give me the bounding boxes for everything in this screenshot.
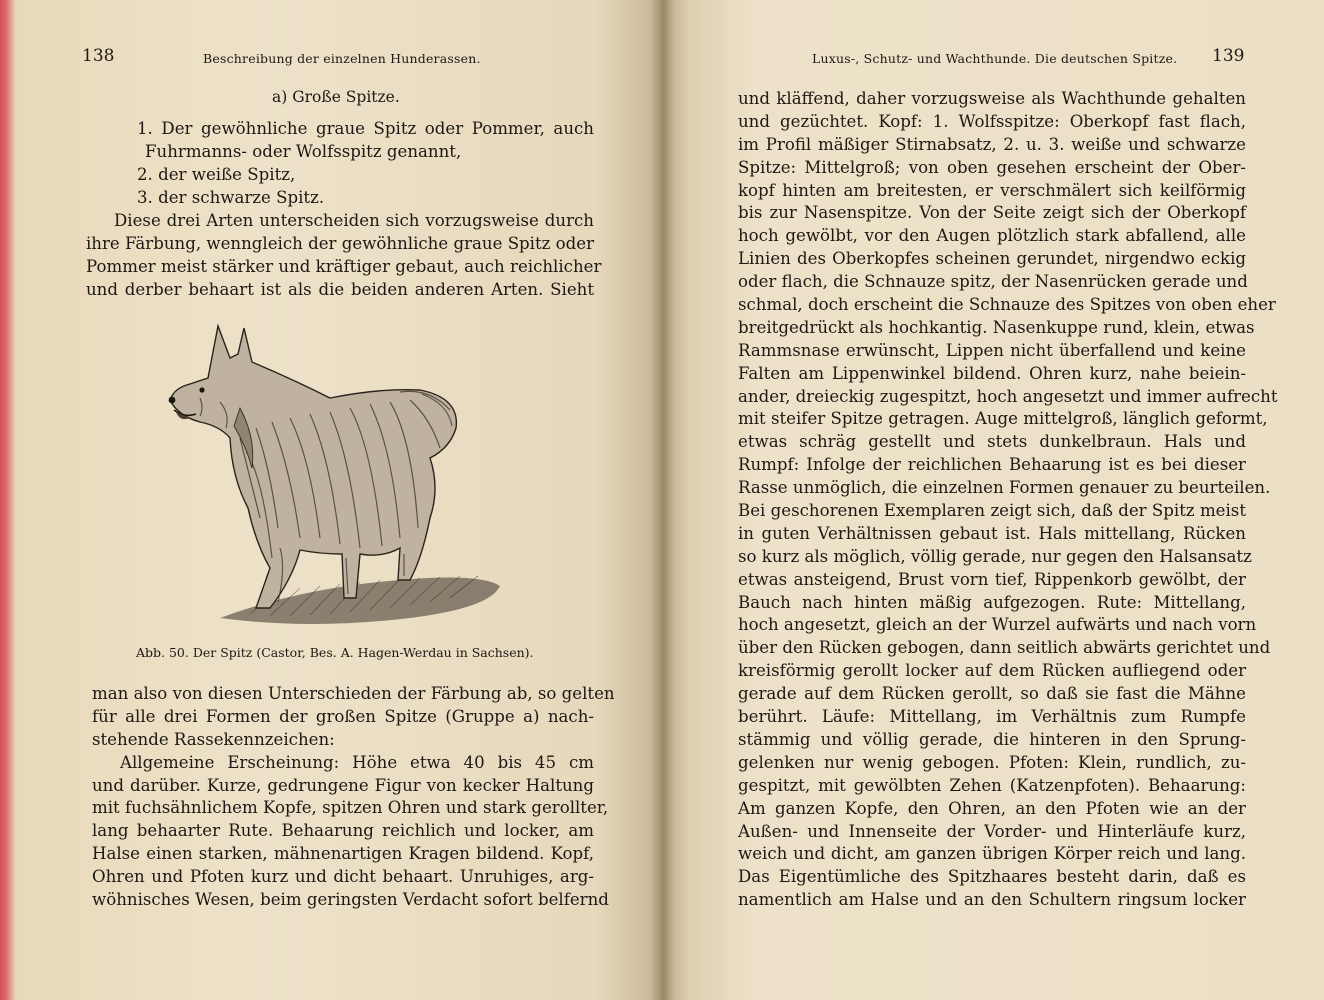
subheading: a) Große Spitze. — [272, 88, 400, 106]
text-line: für alle drei Formen der großen Spitze (Gruppe a) nach- — [92, 706, 594, 726]
running-head: Beschreibung der einzelnen Hunderassen. — [203, 51, 481, 66]
list-item: 3. der schwarze Spitz. — [137, 187, 325, 207]
text-line: oder flach, die Schnauze spitz, der Nasenrücken gerade und — [738, 272, 1248, 292]
text-line: Linien des Oberkopfes scheinen gerundet, nirgendwo eckig — [738, 249, 1246, 269]
text-line: Außen- und Innenseite der Vorder- und Hinterläufe kurz, — [738, 821, 1246, 841]
text-line: Rumpf: Infolge der reichlichen Behaarung ist es bei dieser — [738, 455, 1246, 475]
text-line: Rammsnase erwünscht, Lippen nicht überfallend und keine — [738, 340, 1246, 360]
text-line: breitgedrückt als hochkantig. Nasenkuppe rund, klein, etwas — [738, 317, 1255, 337]
text-line: im Profil mäßiger Stirnabsatz, 2. u. 3. weiße und schwarze — [738, 134, 1246, 154]
text-line: Diese drei Arten unterscheiden sich vorzugsweise durch — [114, 211, 594, 230]
text-line: Am ganzen Kopfe, den Ohren, an den Pfoten wie an der — [738, 798, 1246, 818]
text-line: Ohren und Pfoten kurz und dicht behaart. Unruhiges, arg- — [92, 867, 594, 887]
running-head: Luxus-, Schutz- und Wachthunde. Die deutschen Spitze. — [812, 51, 1178, 66]
text-line: man also von diesen Unterschieden der Färbung ab, so gelten — [92, 684, 615, 703]
text-line: und kläffend, daher vorzugsweise als Wachthunde gehalten — [738, 89, 1246, 108]
text-line: und gezüchtet. Kopf: 1. Wolfsspitze: Oberkopf fast flach, — [738, 111, 1246, 131]
text-line: ihre Färbung, wenngleich der gewöhnliche graue Spitz oder — [86, 233, 595, 253]
list-item: Fuhrmanns- oder Wolfsspitz genannt, — [145, 141, 462, 161]
text-line: Pommer meist stärker und kräftiger gebaut, auch reichlicher — [86, 256, 602, 276]
text-line: bis zur Nasenspitze. Von der Seite zeigt sich der Oberkopf — [738, 203, 1246, 223]
text-line: stehende Rassekennzeichen: — [92, 729, 335, 749]
text-line: lang behaarter Rute. Behaarung reichlich und locker, am — [92, 821, 594, 841]
list-item: 1. Der gewöhnliche graue Spitz oder Pommer, auch — [137, 119, 594, 138]
text-line: kopf hinten am breitesten, er verschmälert sich keilförmig — [738, 180, 1246, 200]
text-line: namentlich am Halse und an den Schultern ringsum locker — [738, 890, 1246, 910]
text-line: ander, dreieckig zugespitzt, hoch angesetzt und immer aufrecht — [738, 386, 1278, 406]
text-line: Bauch nach hinten mäßig aufgezogen. Rute: Mittellang, — [738, 592, 1246, 612]
page-number: 138 — [82, 46, 115, 66]
body-text — [738, 88, 1278, 912]
text-line: und derber behaart ist als die beiden anderen Arten. Sieht — [86, 279, 594, 299]
breed-list — [137, 118, 594, 210]
paragraph-1 — [86, 210, 602, 302]
text-line: hoch gewölbt, vor den Augen plötzlich stark abfallend, alle — [738, 226, 1246, 246]
text-line: gelenken nur wenig gebogen. Pfoten: Klein, rundlich, zu- — [738, 752, 1246, 772]
text-line: mit steifer Spitze getragen. Auge mittelgroß, länglich geformt, — [738, 409, 1268, 429]
text-line: gerade auf dem Rücken gerollt, so daß sie fast die Mähne — [738, 684, 1246, 704]
page-number: 139 — [1212, 46, 1245, 66]
text-line: hoch angesetzt, gleich an der Wurzel aufwärts und nach vorn — [738, 615, 1257, 635]
book-gutter — [650, 0, 674, 1000]
text-line: weich und dicht, am ganzen übrigen Körper reich und lang. — [738, 844, 1246, 864]
text-line: Rasse unmöglich, die einzelnen Formen genauer zu beurteilen. — [738, 478, 1271, 498]
text-line: so kurz als möglich, völlig gerade, nur gegen den Halsansatz — [738, 546, 1252, 566]
figure-caption: Abb. 50. Der Spitz (Castor, Bes. A. Hagen-Werdau in Sachsen). — [136, 645, 534, 660]
text-line: schmal, doch erscheint die Schnauze des Spitzes von oben eher — [738, 295, 1276, 315]
text-line: wöhnisches Wesen, beim geringsten Verdacht sofort belfernd — [92, 890, 609, 910]
text-line: etwas schräg gestellt und stets dunkelbraun. Hals und — [738, 432, 1246, 452]
text-line: Halse einen starken, mähnenartigen Kragen bildend. Kopf, — [92, 844, 594, 864]
text-line: Falten am Lippenwinkel bildend. Ohren kurz, nahe beiein- — [738, 363, 1246, 383]
text-line: Allgemeine Erscheinung: Höhe etwa 40 bis 45 cm — [120, 752, 594, 772]
text-line: Das Eigentümliche des Spitzhaares besteht darin, daß es — [738, 867, 1246, 887]
spitz-dog-engraving — [160, 318, 520, 638]
text-line: mit fuchsähnlichem Kopfe, spitzen Ohren und stark gerollter, — [92, 798, 609, 818]
text-line: gespitzt, mit gewölbten Zehen (Katzenpfoten). Behaarung: — [738, 775, 1246, 795]
text-line: etwas ansteigend, Brust vorn tief, Rippenkorb gewölbt, der — [738, 569, 1246, 589]
text-line: Spitze: Mittelgroß; von oben gesehen erscheint der Ober- — [738, 157, 1246, 177]
paragraph-2 — [92, 683, 615, 912]
text-line: in guten Verhältnissen gebaut ist. Hals mittellang, Rücken — [738, 523, 1246, 543]
text-line: stämmig und völlig gerade, die hinteren in den Sprung- — [738, 729, 1246, 749]
right-page — [662, 0, 1324, 1000]
text-line: Bei geschorenen Exemplaren zeigt sich, daß der Spitz meist — [738, 501, 1246, 521]
text-line: berührt. Läufe: Mittellang, im Verhältnis zum Rumpfe — [738, 707, 1246, 727]
text-line: kreisförmig gerollt locker auf dem Rücken aufliegend oder — [738, 661, 1246, 681]
text-line: und darüber. Kurze, gedrungene Figur von kecker Haltung — [92, 775, 594, 795]
list-item: 2. der weiße Spitz, — [137, 164, 296, 184]
text-line: über den Rücken gebogen, dann seitlich abwärts gerichtet und — [738, 638, 1271, 658]
